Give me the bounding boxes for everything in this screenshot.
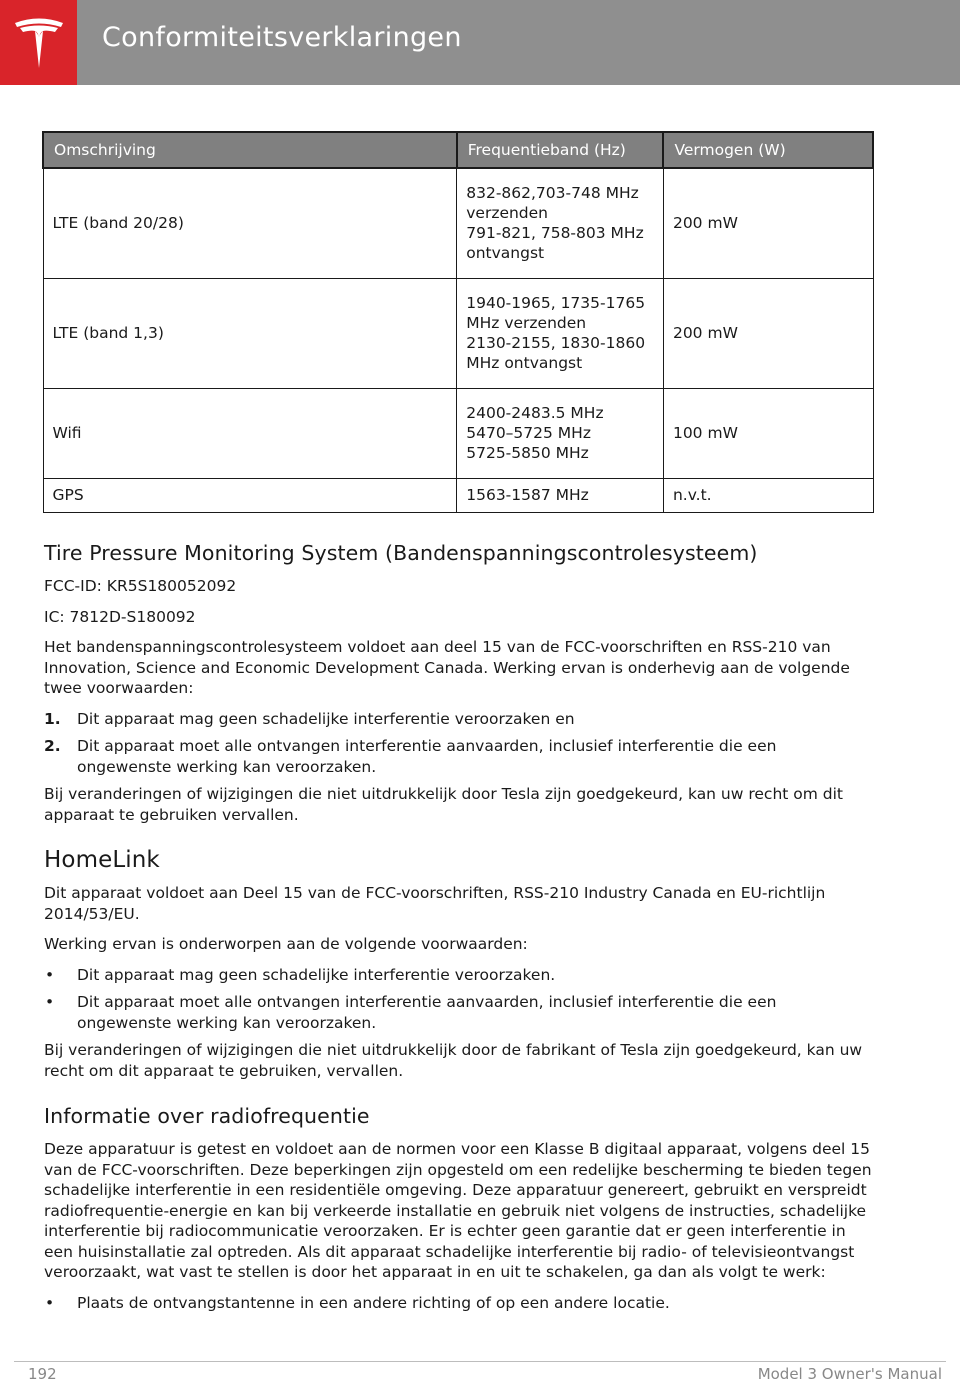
bullet-icon: •	[45, 965, 55, 984]
list-item	[44, 992, 874, 1033]
footer-divider	[14, 1361, 946, 1362]
column-header: Omschrijving	[43, 132, 457, 168]
homelink-heading: HomeLink	[44, 847, 160, 873]
table-row	[43, 478, 873, 512]
list-text: Dit apparaat moet alle ontvangen interferentie aanvaarden, inclusief interferentie die een ongewenste werking kan veroorzaken.	[77, 737, 777, 776]
tpms-fcc-id: FCC-ID: KR5S180052092	[44, 577, 237, 595]
radio-body: Deze apparatuur is getest en voldoet aan de normen voor een Klasse B digitaal apparaat, volgens deel 15 van de FCC-voorschriften. Deze beperkingen zijn opgesteld om een redelijke bescherming te bieden tegen schadelijke interferentie in een residentiële omgeving. Deze apparatuur genereert, gebruikt en verspreidt radiofrequentie-energie en kan bij verkeerde installatie en gebruik niet volgens de instructies, schadelijke interferentie bij radiocommunicatie veroorzaken. Er is echter geen garantie dat er geen interferentie in een huisinstallatie zal optreden. Als dit apparaat schadelijke interferentie bij radio- of televisieontvangst veroorzaakt, wat vast te stellen is door het apparaat in en uit te schakelen, ga dan als volgt te werk:	[44, 1140, 872, 1281]
radio-heading: Informatie over radiofrequentie	[44, 1104, 370, 1128]
document-body	[44, 540, 874, 1320]
table-row	[43, 278, 873, 388]
list-item	[44, 709, 874, 730]
page-number: 192	[28, 1365, 57, 1383]
tpms-section	[44, 540, 874, 825]
bullet-icon: •	[45, 993, 55, 1011]
table-cell-description: GPS	[43, 478, 457, 512]
page-header	[0, 0, 960, 85]
table-cell-power: n.v.t.	[663, 478, 873, 512]
homelink-section	[44, 847, 874, 1081]
table-cell-frequency	[457, 388, 664, 478]
frequency-text: 2400-2483.5 MHz 5470–5725 MHz 5725-5850 MHz	[466, 404, 604, 462]
tesla-logo-icon	[13, 16, 65, 70]
list-number: 1.	[44, 709, 61, 728]
table-cell-frequency	[457, 278, 664, 388]
table-cell-frequency	[457, 478, 664, 512]
homelink-conditions-intro: Werking ervan is onderworpen aan de volgende voorwaarden:	[44, 935, 528, 953]
list-text: Dit apparaat mag geen schadelijke interferentie veroorzaken en	[77, 709, 575, 728]
list-item	[44, 1293, 874, 1314]
table-header-row	[43, 132, 873, 168]
list-item	[44, 736, 874, 777]
table-row	[43, 388, 873, 478]
tpms-ic: IC: 7812D-S180092	[44, 607, 196, 626]
homelink-closing: Bij veranderingen of wijzigingen die niet uitdrukkelijk door de fabrikant of Tesla zijn goedgekeurd, kan uw recht om dit apparaat te gebruiken, vervallen.	[44, 1041, 863, 1080]
list-item	[44, 965, 874, 986]
frequency-text: 1940-1965, 1735-1765 MHz verzenden 2130-2155, 1830-1860 MHz ontvangst	[466, 294, 646, 372]
table-cell-frequency	[457, 168, 664, 278]
homelink-intro: Dit apparaat voldoet aan Deel 15 van de FCC-voorschriften, RSS-210 Industry Canada en EU-richtlijn 2014/53/EU.	[44, 884, 826, 923]
radio-section	[44, 1103, 874, 1313]
page-title: Conformiteitsverklaringen	[102, 22, 462, 53]
frequency-text: 832-862,703-748 MHz verzenden 791-821, 758-803 MHz ontvangst	[466, 184, 644, 263]
table-cell-power: 200 mW	[663, 278, 873, 388]
tpms-heading: Tire Pressure Monitoring System (Bandenspanningscontrolesysteem)	[44, 541, 758, 565]
list-number: 2.	[44, 737, 61, 755]
frequency-text: 1563-1587 MHz	[466, 486, 589, 504]
table-cell-description: Wifi	[43, 388, 457, 478]
table-cell-power: 200 mW	[663, 168, 873, 278]
tesla-logo	[0, 0, 77, 85]
list-text: Dit apparaat mag geen schadelijke interferentie veroorzaken.	[77, 965, 556, 984]
manual-title: Model 3 Owner's Manual	[757, 1365, 942, 1383]
list-text: Dit apparaat moet alle ontvangen interferentie aanvaarden, inclusief interferentie die een ongewenste werking kan veroorzaken.	[77, 993, 777, 1032]
conformity-table	[42, 131, 874, 513]
tpms-intro: Het bandenspanningscontrolesysteem voldoet aan deel 15 van de FCC-voorschriften en RSS-210 van Innovation, Science and Economic Development Canada. Werking ervan is onderhevig aan de volgende twee voorwaarden:	[44, 638, 850, 697]
column-header: Frequentieband (Hz)	[457, 132, 664, 168]
table-cell-description: LTE (band 1,3)	[43, 278, 457, 388]
table-cell-power: 100 mW	[663, 388, 873, 478]
list-text: Plaats de ontvangstantenne in een andere richting of op een andere locatie.	[77, 1293, 670, 1312]
column-header: Vermogen (W)	[663, 132, 873, 168]
tpms-closing: Bij veranderingen of wijzigingen die niet uitdrukkelijk door Tesla zijn goedgekeurd, kan uw recht om dit apparaat te gebruiken vervallen.	[44, 785, 844, 824]
bullet-icon: •	[45, 1293, 55, 1312]
table-row	[43, 168, 873, 278]
table-cell-description: LTE (band 20/28)	[43, 168, 457, 278]
